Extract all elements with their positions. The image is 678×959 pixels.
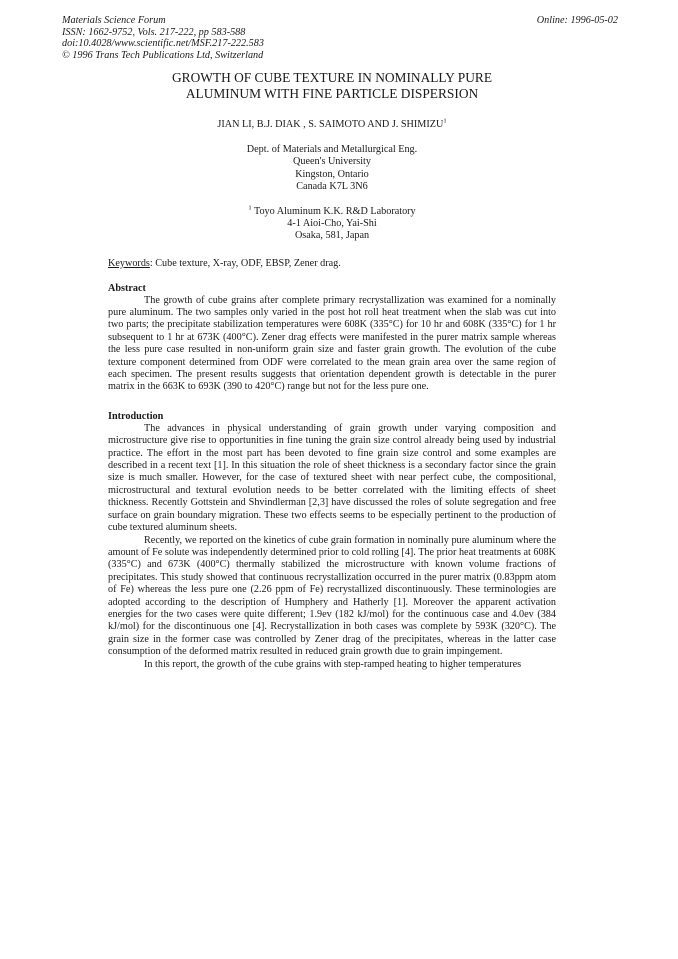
affiliation-2-line: 4-1 Aioi-Cho, Yai-Shi <box>287 218 377 230</box>
affiliation-2-line: $^1$ Toyo Aluminum K.K. R&D Laboratory <box>248 204 416 217</box>
intro-paragraph-2: Recently, we reported on the kinetics of cube grain formation in nominally pure aluminum where the amount of Fe solute was independently determined prior to cold rolling [4]. The prior heat treatments at 608K (335°C) and 673K (400°C) thermally stabilized the microstructure with known volume fractions of precipitates. This study showed that continuous recrystallization occurred in the purer matrix (0.83ppm atom of Fe) whereas the less pure one (2.26 ppm of Fe) recrystallized discontinuously. These terminologies are adopted according to the description of Humphery and Hatherly [1]. Moreover the apparent activation energies for the two cases were quite different; 1.9ev (182 kJ/mol) for the continuous case and 4.0ev (384 kJ/mol) for the discontinuous one [4]. Recrystallization in both cases was complete by 593K (320°C). The grain size in the former case was controlled by Zener drag of the precipitates, whereas in the latter case consumption of the deformed matrix resulted in reduced grain growth due to grain impingement. <box>108 534 556 658</box>
journal-name: Materials Science Forum <box>62 15 166 26</box>
introduction-heading: Introduction <box>108 410 164 422</box>
copyright-line: © 1996 Trans Tech Publications Ltd, Switzerland <box>62 49 264 61</box>
affiliation-1-line: Dept. of Materials and Metallurgical Eng. <box>246 144 418 156</box>
affiliation-1-line: Canada K7L 3N6 <box>296 180 368 192</box>
affiliation-1-line: Queen's University <box>293 156 371 168</box>
affiliation-2-line: Osaka, 581, Japan <box>294 230 370 242</box>
intro-paragraph-3: In this report, the growth of the cube grains with step-ramped heating to higher temperatures <box>144 658 522 670</box>
abstract-heading: Abstract <box>108 282 146 294</box>
keywords-label: Keywords <box>108 257 150 269</box>
journal-header <box>62 15 618 61</box>
authors-text: JIAN LI, B.J. DIAK , S. SAIMOTO AND J. SHIMIZU <box>217 119 444 131</box>
abstract-text: The growth of cube grains after complete primary recrystallization was examined for a nominally pure aluminum. The two samples only varied in the post hot roll heat treatment when the slab was cut into two parts; the precipitate stabilization temperatures were 608K (335°C) for 10 hr and 608K (335°C) for 1 hr subsequent to 1 hr at 673K (400°C). Zener drag effects were manifested in the purer matrix sample whereas the less pure case resulted in non-uniform grain size and faster grain growth. The evolution of the cube texture component determined from ODF were correlated to the mean grain area over the same region of each specimen. The present results suggests that orientation dependent growth is detectable in the purer matrix in the 663K to 693K (390 to 420°C) range but not for the less pure one. <box>108 294 556 393</box>
issn-line: ISSN: 1662-9752, Vols. 217-222, pp 583-588 <box>62 26 246 38</box>
author-list <box>108 119 556 130</box>
author-affiliation-mark: 1 <box>443 117 447 125</box>
paper-body <box>108 70 556 671</box>
title-line-1: GROWTH OF CUBE TEXTURE IN NOMINALLY PURE <box>171 70 493 85</box>
affiliation-2-mark: 1 <box>248 204 252 212</box>
doi-line: doi:10.4028/www.scientific.net/MSF.217-222.583 <box>62 38 264 50</box>
affiliation-1 <box>108 144 556 193</box>
online-date: Online: 1996-05-02 <box>536 15 618 26</box>
title-line-2: ALUMINUM WITH FINE PARTICLE DISPERSION <box>185 85 479 101</box>
affiliation-2 <box>108 206 556 243</box>
keywords-text: : Cube texture, X-ray, ODF, EBSP, Zener drag. <box>149 257 341 269</box>
affiliation-1-line: Kingston, Ontario <box>295 168 369 180</box>
intro-paragraph-1: The advances in physical understanding of grain growth under varying composition and microstructure give rise to opportunities in fine tuning the grain size control already being used by industrial practice. The effort in the most part has been devoted to fine grain size control and some examples are described in a recent text [1]. In this situation the role of sheet thickness is a secondary factor since the grain size is much smaller. However, for the case of textured sheet with near perfect cube, the compositional, microstructural and textural evolution needs to be better correlated with the limiting effects of sheet thickness. Recently Gottstein and Shvindlerman [2,3] have discussed the roles of solute segregation and free surface on grain boundary migration. These two effects seems to be especially pertinent to the production of cube textured aluminum sheets. <box>108 422 556 534</box>
paper-title <box>108 70 556 101</box>
keywords <box>108 258 556 269</box>
